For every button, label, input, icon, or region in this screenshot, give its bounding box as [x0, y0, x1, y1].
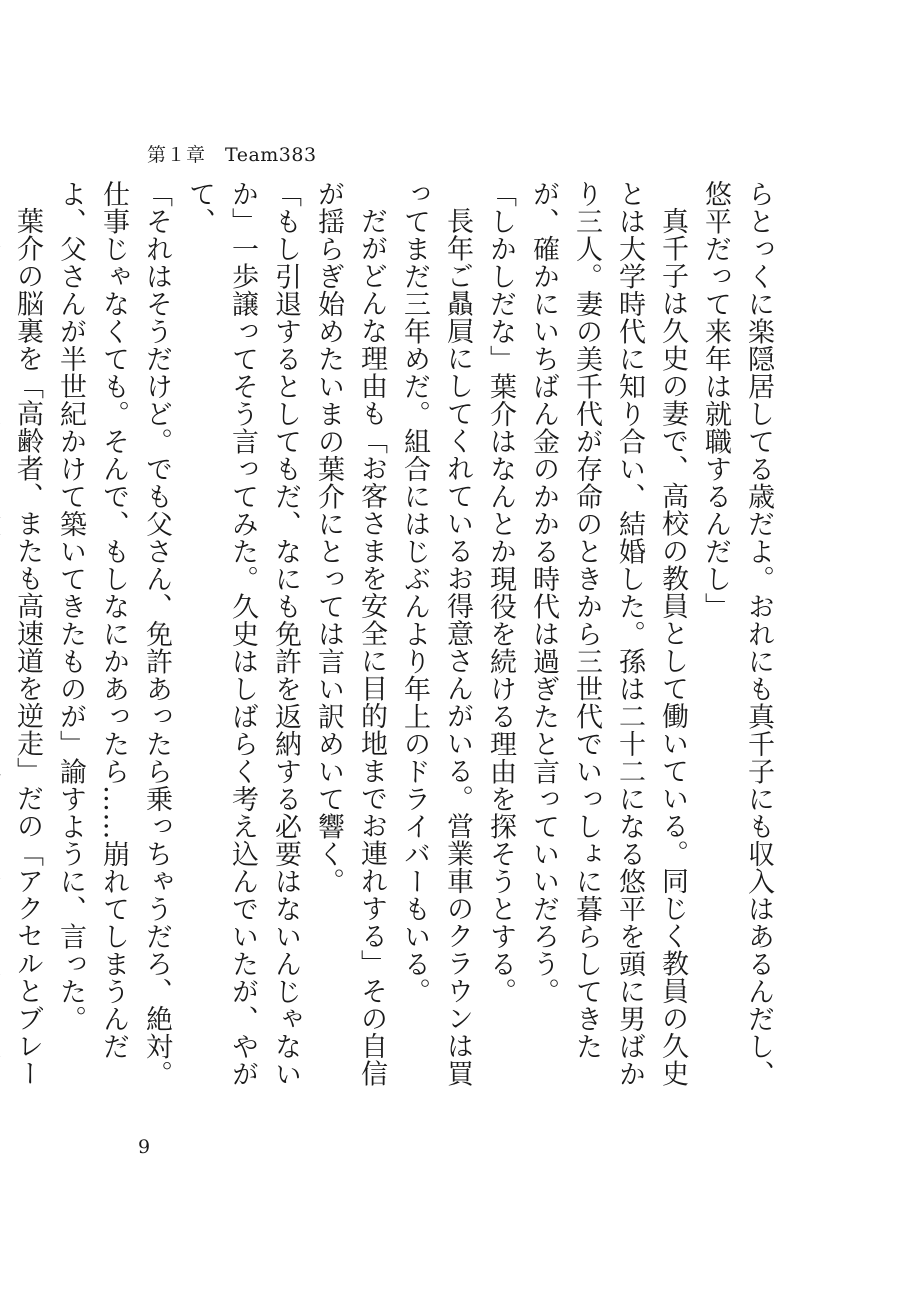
body-text: [12, 180, 780, 1105]
paragraph: 「しかしだな」葉介はなんとか現役を続ける理由を探そうとする。: [485, 180, 516, 1005]
paragraph: 葉介の脳裏を「高齢者、またも高速道を逆走」だの「アクセルとブレー: [12, 207, 43, 1087]
paragraph: 「もし引退するとしてもだ、なにも免許を返納する必要はないんじゃないか」一歩譲ってそう言ってみた。久史はしばらく考え込んでいたが、やがて、: [184, 180, 301, 1088]
running-head: 第１章 Team383: [147, 144, 317, 166]
paragraph: らとっくに楽隠居してる歳だよ。おれにも真千子にも収入はあるんだし、悠平だって来年は就職するんだし」: [700, 180, 774, 1088]
paragraph: 真千子は久史の妻で、高校の教員として働いている。同じく教員の久史とは大学時代に知り合い、結婚した。孫は二十二になる悠平を頭に男ばかり三人。妻の美千代が存命のときから三世代でいっしょに暮らしてきたが、確かにいちばん金のかかる時代は過ぎたと言っていいだろう。: [528, 180, 688, 1088]
page-number: 9: [138, 1136, 151, 1158]
paragraph: だがどんな理由も「お客さまを安全に目的地までお連れする」その自信が揺らぎ始めたいまの葉介にとっては言い訳めいて響く。: [313, 180, 387, 1087]
paragraph: 「それはそうだけど。でも父さん、免許あったら乗っちゃうだろ、絶対。仕事じゃなくても。そんで、もしなにかあったら……崩れてしまうんだよ、父さんが半世紀かけて築いてきたものが」諭すように、言った。: [55, 180, 172, 1088]
paragraph: 長年ご贔屓にしてくれているお得意さんがいる。営業車のクラウンは買ってまだ三年めだ。組合にはじぶんより年上のドライバーもいる。: [399, 180, 473, 1087]
